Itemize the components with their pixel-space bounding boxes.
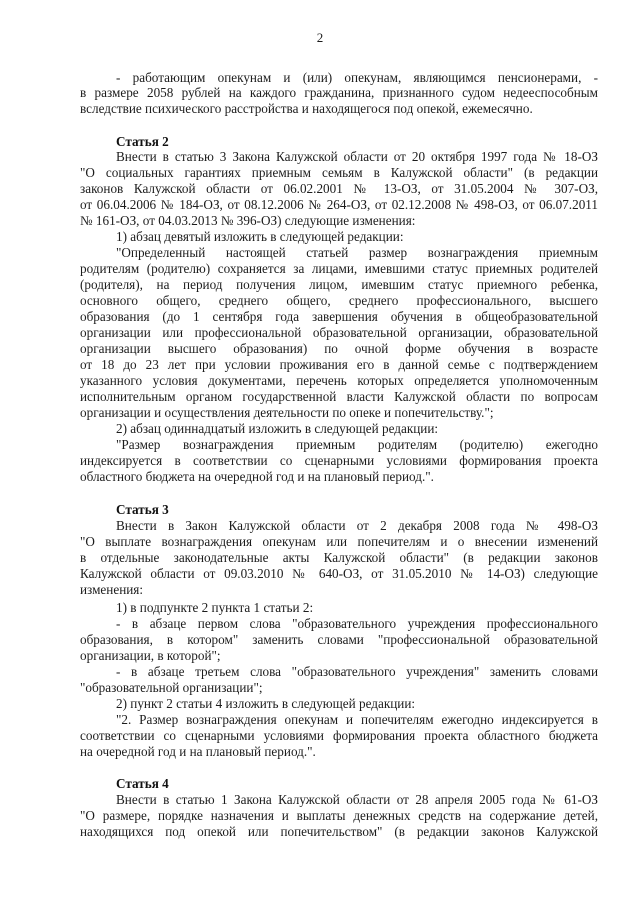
article-3-line: изменения:	[80, 582, 144, 597]
article-2-line: законов Калужской области от 06.02.2001 № 13-ОЗ, от 31.05.2004 № 307-ОЗ,	[80, 181, 598, 196]
article-3-line: организации, в которой";	[80, 648, 221, 663]
article-3-line: "образовательной организации";	[80, 680, 263, 695]
article-2-line: "О социальных гарантиях приемным семьям в Калужской области" (в редакции	[80, 165, 598, 180]
article-2-line: 1) абзац девятый изложить в следующей редакции:	[116, 229, 404, 244]
article-4-heading: Статья 4	[116, 776, 169, 791]
page-number: 2	[316, 30, 324, 45]
article-2-line: "Определенный настоящей статьей размер вознаграждения приемным	[116, 245, 598, 260]
intro-line: вследствие психического расстройства и находящегося под опекой, ежемесячно.	[80, 101, 533, 116]
article-4-line: находящихся под опекой или попечительством" (в редакции законов Калужской	[80, 824, 598, 839]
article-3-line: 1) в подпункте 2 пункта 1 статьи 2:	[116, 600, 314, 615]
article-2-line: организации высшего образования) по очной форме обучения в возрасте	[80, 341, 598, 356]
article-2-line: областного бюджета на очередной год и на плановый период.".	[80, 469, 434, 484]
article-3-line: образования, в котором" заменить словами "профессиональной образовательной	[80, 632, 598, 647]
article-2-line: от 06.04.2006 № 184-ОЗ, от 08.12.2006 № 264-ОЗ, от 02.12.2008 № 498-ОЗ, от 06.07.2011	[80, 197, 598, 212]
article-2-line: исполнительным органом государственной власти Калужской области по вопросам	[80, 389, 598, 404]
article-3-line: Внести в Закон Калужской области от 2 декабря 2008 года № 498-ОЗ	[116, 518, 598, 533]
article-2-line: "Размер вознаграждения приемным родителям (родителю) ежегодно	[116, 437, 598, 452]
article-2-line: образования (до 1 сентября года завершения обучения в общеобразовательной	[80, 309, 598, 324]
article-3-line: "О выплате вознаграждения опекунам или попечителям и о внесении изменений	[80, 534, 598, 549]
article-2-line: организации или профессиональной образовательной организации, образовательной	[80, 325, 598, 340]
intro-line: в размере 2058 рублей на каждого гражданина, признанного судом недееспособным	[80, 85, 598, 100]
article-2-line: (родителя), на период получения лицом, имевшим статус приемного ребенка,	[80, 277, 598, 292]
article-3-line: на очередной год и на плановый период.".	[80, 744, 316, 759]
article-2-line: от 18 до 23 лет при условии проживания его в данной семье с подтверждением	[80, 357, 598, 372]
article-2-line: Внести в статью 3 Закона Калужской области от 20 октября 1997 года № 18-ОЗ	[116, 149, 598, 164]
article-2-line: указанного условия документами, перечень которых определяется уполномоченным	[80, 373, 598, 388]
article-2-line: основного общего, среднего общего, среднего профессионального, высшего	[80, 293, 598, 308]
article-4-line: "О размере, порядке назначения и выплаты денежных средств на содержание детей,	[80, 808, 598, 823]
article-3-line: "2. Размер вознаграждения опекунам и попечителям ежегодно индексируется в	[116, 712, 598, 727]
article-4-line: Внести в статью 1 Закона Калужской области от 28 апреля 2005 года № 61-ОЗ	[116, 792, 598, 807]
article-2-line: № 161-ОЗ, от 04.03.2013 № 396-ОЗ) следующие изменения:	[80, 213, 416, 228]
article-3-line: - в абзаце первом слова "образовательного учреждения профессионального	[116, 616, 598, 631]
intro-line: - работающим опекунам и (или) опекунам, являющимся пенсионерами, -	[116, 70, 598, 85]
article-3-line: Калужской области от 09.03.2010 № 640-ОЗ, от 31.05.2010 № 14-ОЗ) следующие	[80, 566, 598, 581]
article-2-line: организации и осуществления деятельности по опеке и попечительству.";	[80, 405, 494, 420]
article-3-line: соответствии со сценарными условиями формирования проекта областного бюджета	[80, 728, 598, 743]
article-2-line: индексируется в соответствии со сценарными условиями формирования проекта	[80, 453, 598, 468]
article-2-line: 2) абзац одиннадцатый изложить в следующей редакции:	[116, 421, 439, 436]
article-3-line: 2) пункт 2 статьи 4 изложить в следующей редакции:	[116, 696, 416, 711]
article-2-line: родителям (родителю) сохраняется за лицами, имевшими статус приемных родителей	[80, 261, 598, 276]
article-3-line: в отдельные законодательные акты Калужской области" (в редакции законов	[80, 550, 598, 565]
article-3-line: - в абзаце третьем слова "образовательного учреждения" заменить словами	[116, 664, 598, 679]
article-2-heading: Статья 2	[116, 134, 169, 149]
article-3-heading: Статья 3	[116, 502, 169, 517]
